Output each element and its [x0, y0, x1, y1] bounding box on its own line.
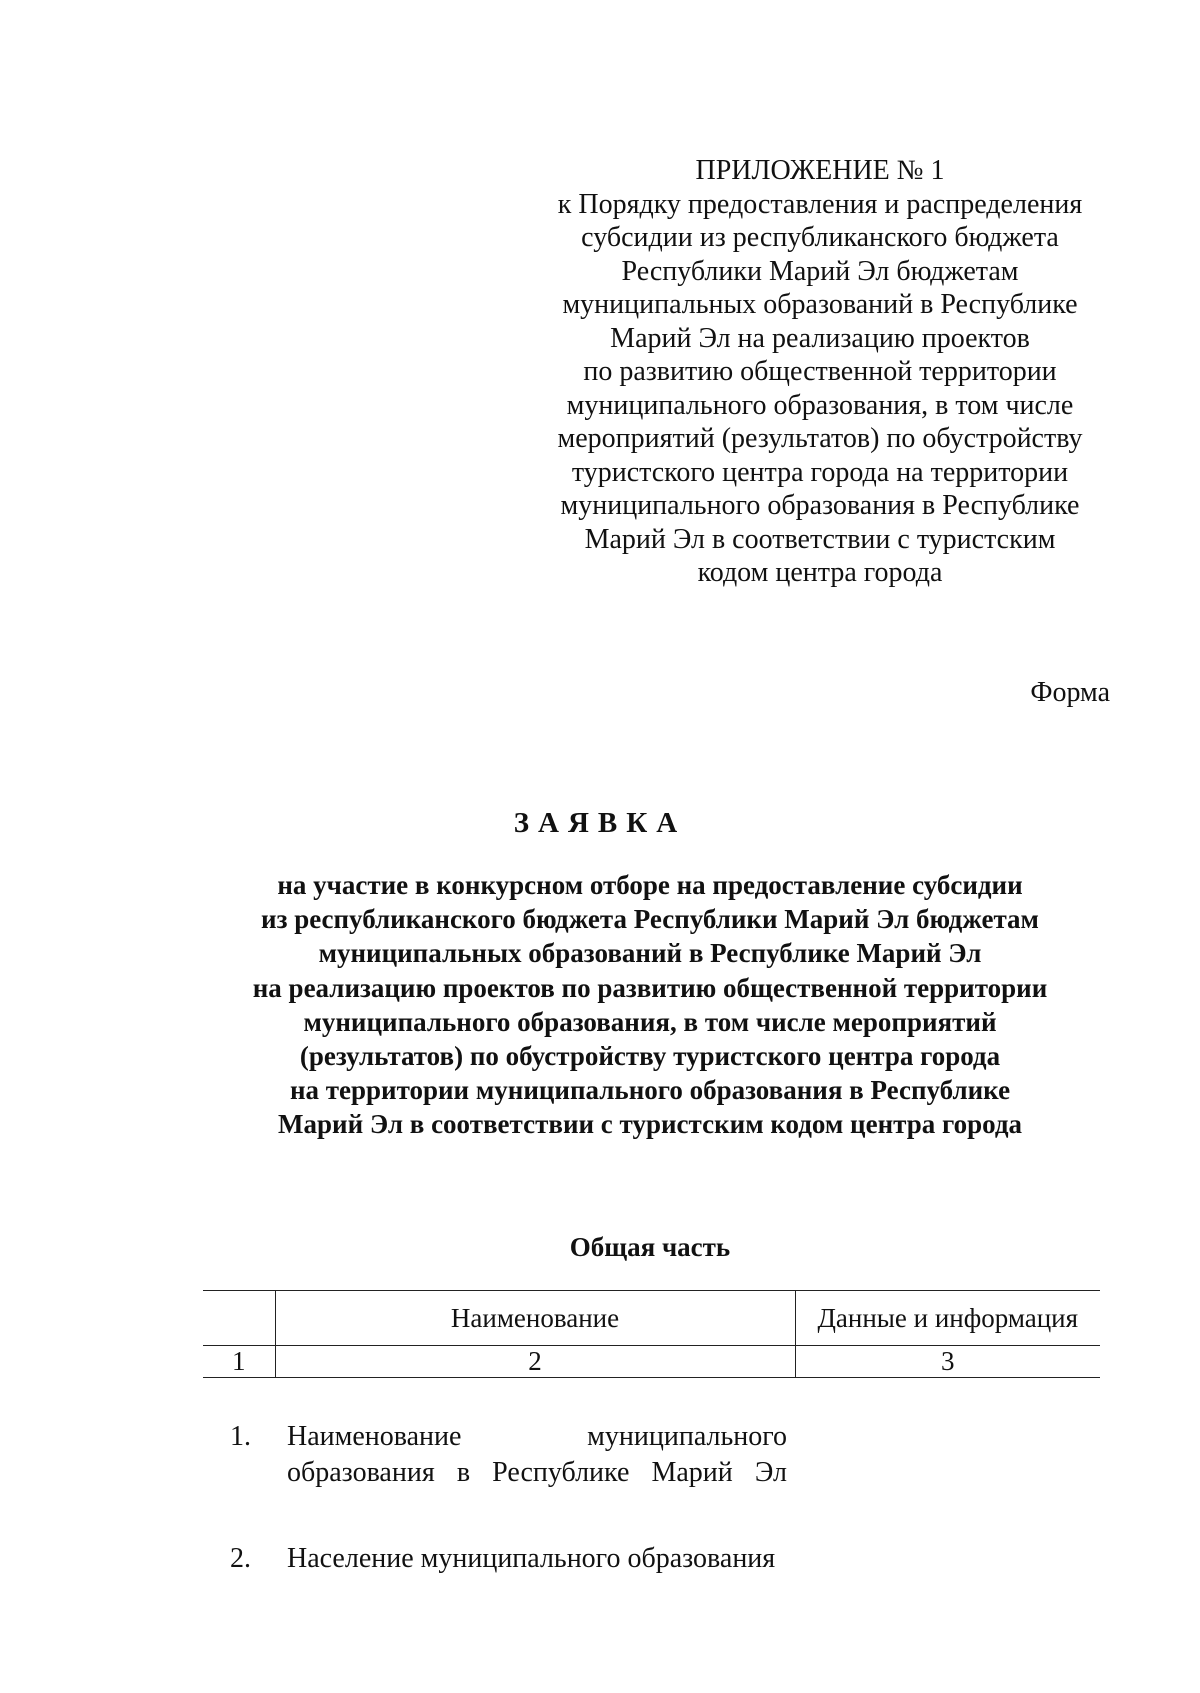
appendix-line: к Порядку предоставления и распределения [557, 188, 1083, 220]
list-item-text [287, 1419, 787, 1491]
subtitle-line: муниципального образования, в том числе мероприятий [303, 1006, 997, 1037]
list-item-word: Марий [651, 1457, 733, 1488]
subtitle-line: на участие в конкурсном отборе на предоставление субсидии [277, 870, 1023, 900]
appendix-line: Республики Марий Эл бюджетам [621, 255, 1019, 287]
list-item-word: Наименование [287, 1421, 462, 1452]
appendix-line: Марий Эл на реализацию проектов [610, 322, 1030, 354]
general-table [203, 1290, 1100, 1378]
table-number-cell: 3 [795, 1346, 1100, 1378]
list-item-word: образования [287, 1457, 435, 1488]
subtitle-line: Марий Эл в соответствии с туристским кодом центра города [278, 1109, 1022, 1140]
appendix-line: мероприятий (результатов) по обустройству [557, 423, 1083, 454]
subtitle-line: муниципальных образований в Республике Марий Эл [318, 938, 982, 969]
appendix-line: Марий Эл в соответствии с туристским [584, 523, 1056, 555]
appendix-line: кодом центра города [697, 557, 943, 588]
document-title: ЗАЯВКА [513, 807, 687, 839]
list-item [230, 1419, 790, 1491]
appendix-line: муниципального образования, в том числе [566, 389, 1074, 421]
subtitle-line: на территории муниципального образования в Республике [289, 1075, 1011, 1106]
form-label: Форма [1030, 677, 1110, 708]
appendix-line: по развитию общественной территории [583, 356, 1057, 387]
list-item-text [287, 1541, 787, 1577]
list-item-line [287, 1419, 787, 1455]
table-header-row [203, 1291, 1100, 1346]
appendix-heading: ПРИЛОЖЕНИЕ № 1 [695, 155, 945, 186]
list-item-word: Республике [492, 1457, 630, 1488]
list-item-line [287, 1455, 787, 1491]
table-number-cell: 2 [275, 1346, 795, 1378]
appendix-line: субсидии из республиканского бюджета [581, 222, 1059, 253]
section-title: Общая часть [569, 1232, 731, 1262]
table-header-cell: Наименование [275, 1291, 795, 1346]
subtitle-line: на реализацию проектов по развитию общественной территории [252, 972, 1048, 1003]
table-number-cell: 1 [203, 1346, 275, 1378]
table-header-cell: Данные и информация [795, 1291, 1100, 1346]
appendix-line: муниципальных образований в Республике [562, 289, 1078, 320]
subtitle-line: из республиканского бюджета Республики Марий Эл бюджетам [261, 904, 1039, 935]
list-item-number: 2. [230, 1543, 251, 1574]
appendix-block [540, 154, 1100, 590]
table-header-cell [203, 1291, 275, 1346]
appendix-line: туристского центра города на территории [571, 456, 1069, 488]
list-item-word: Эл [754, 1457, 787, 1488]
list-item-line: Население муниципального образования [287, 1543, 776, 1574]
subtitle-line: (результатов) по обустройству туристского центра города [299, 1041, 1001, 1072]
list-item [230, 1541, 790, 1581]
list-item-number: 1. [230, 1421, 251, 1452]
appendix-line: муниципального образования в Республике [560, 490, 1080, 521]
document-subtitle [0, 868, 1200, 1142]
table-number-row [203, 1346, 1100, 1378]
list-item-word: в [456, 1457, 471, 1488]
list-item-word: муниципального [587, 1421, 787, 1452]
